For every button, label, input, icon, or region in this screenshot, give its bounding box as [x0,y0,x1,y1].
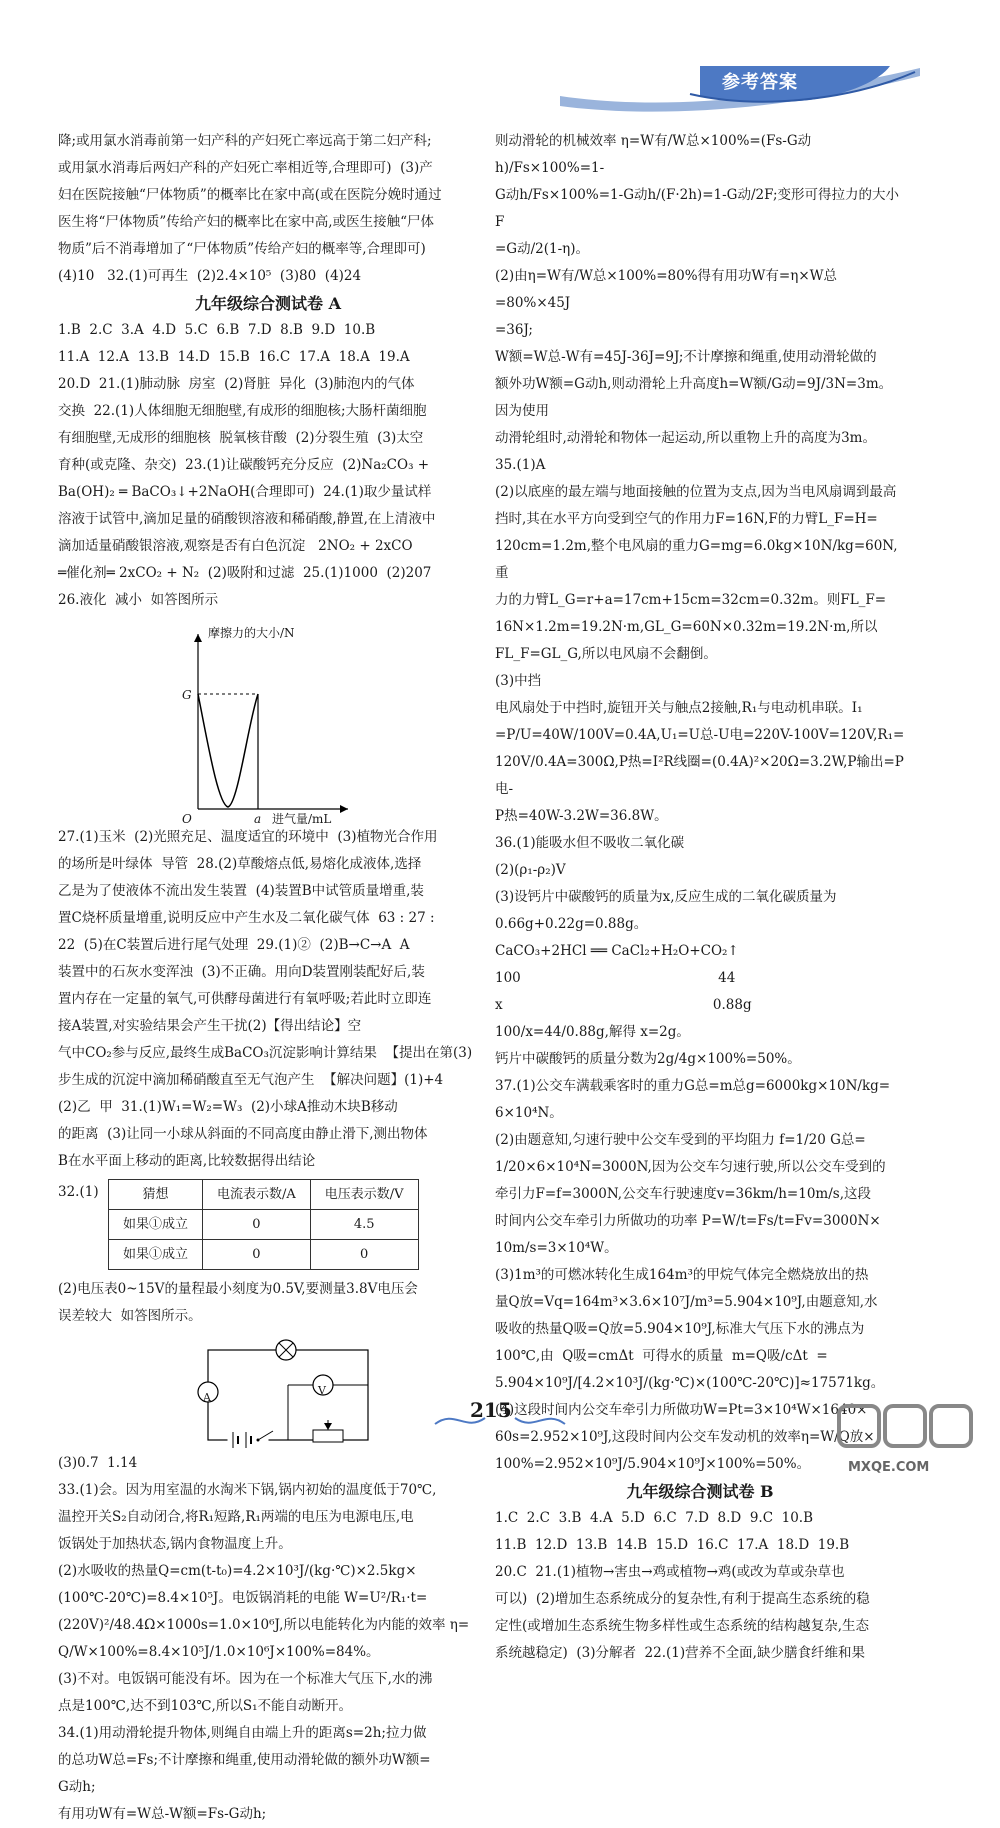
q32-block [58,1179,478,1270]
text-line: 点是100℃,达不到103℃,所以S₁不能自动断开。 [58,1698,352,1714]
voltmeter-label: V [318,1384,326,1397]
table-row [109,1240,419,1270]
text-line: (220V)²/48.4Ω×1000s=1.0×10⁶J,所以电能转化为内能的效率 η= [58,1617,470,1633]
text-line: 乙是为了使液体不流出发生装置 (4)装置B中试管质量增重,装 [58,883,424,899]
text-line: 额外功W额=G动h,则动滑轮上升高度h=W额/G动=9J/3N=3m。因为使用 [495,376,893,419]
table-cell: 0 [203,1210,311,1240]
test-a-answers [58,317,478,614]
text-line: 动滑轮组时,动滑轮和物体一起运动,所以重物上升的高度为3m。 [495,430,876,446]
text-line: 时间内公交车牵引力所做功的功率 P=W/t=Fs/t=Fv=3000N× [495,1213,881,1229]
text-line: (4)10 32.(1)可再生 (2)2.4×10⁵ (3)80 (4)24 [58,268,362,284]
text-line: 误差较大 如答图所示。 [58,1308,202,1324]
text-line: (2)电压表0~15V的量程最小刻度为0.5V,要测量3.8V电压会 [58,1281,418,1297]
text-line: 滴加适量硝酸银溶液,观察是否有白色沉淀 2NO₂ + 2xCO [58,538,413,554]
text-line: 60s=2.952×10⁹J,这段时间内公交车发动机的效率η=W/Q放× [495,1429,875,1445]
test-b-heading: 九年级综合测试卷 B [626,1482,774,1501]
text-line: Q/W×100%=8.4×10⁵J/1.0×10⁶J×100%=84%。 [58,1644,380,1660]
text-line: 22 (5)在C装置后进行尾气处理 29.(1)② (2)B→C→A A [58,937,410,953]
text-line: 系统越稳定) (3)分解者 22.(1)营养不全面,缺少膳食纤维和果 [495,1645,865,1661]
text-line: B在水平面上移动的距离,比较数据得出结论 [58,1153,316,1169]
text-line: 有细胞壁,无成形的细胞核 脱氧核苷酸 (2)分裂生殖 (3)太空 [58,430,424,446]
text-line: (100℃-20℃)=8.4×10⁵J。电饭锅消耗的电能 W=U²/R₁·t= [58,1590,428,1606]
table-cell: 如果①成立 [109,1210,203,1240]
table-header: 电压表示数/V [310,1180,418,1210]
text-line: 交换 22.(1)人体细胞无细胞壁,有成形的细胞核;大肠杆菌细胞 [58,403,427,419]
text-line: 置C烧杯质量增重,说明反应中产生水及二氧化碳气体 63 : 27 : [58,910,435,926]
text-line: (2)由η=W有/W总×100%=80%得有用功W有=η×W总=80%×45J [495,268,838,311]
text-line: 步生成的沉淀中滴加稀硝酸直至无气泡产生 【解决问题】(1)+4 [58,1072,444,1088]
table-row [109,1210,419,1240]
table-header: 猜想 [109,1180,203,1210]
text-line: (2)乙 甲 31.(1)W₁=W₂=W₃ (2)小球A推动木块B移动 [58,1099,398,1115]
text-line: 26.液化 减小 如答图所示 [58,592,219,608]
text-line: 气中CO₂参与反应,最终生成BaCO₃沉淀影响计算结果 【提出在第(3) [58,1045,473,1061]
text-line: 置内存在一定量的氧气,可供酵母菌进行有氧呼吸;若此时立即连 [58,991,432,1007]
text-line: 溶液于试管中,滴加足量的硝酸钡溶液和稀硝酸,静置,在上清液中 [58,511,436,527]
text-line: 33.(1)会。因为用室温的水淘米下锅,锅内初始的温度低于70℃, [58,1482,437,1498]
text-line: 电风扇处于中挡时,旋钮开关与触点2接触,R₁与电动机串联。I₁ [495,700,863,716]
q33-q34-answers [58,1450,478,1828]
text-line: 5.904×10⁹J/[4.2×10³J/(kg·℃)×(100℃-20℃)]≈17571kg。 [495,1375,885,1391]
intro-answers [58,128,478,290]
text-line: 钙片中碳酸钙的质量分数为2g/4g×100%=50%。 [495,1051,801,1067]
text-line: 0.66g+0.22g=0.88g。 [495,916,648,932]
text-line: 100℃,由 Q吸=cmΔt 可得水的质量 m=Q吸/cΔt = [495,1348,828,1364]
text-line: 可以) (2)增加生态系统成分的复杂性,有利于提高生态系统的稳 [495,1591,870,1607]
text-line: 6×10⁴N。 [495,1105,563,1121]
text-line: 吸收的热量Q吸=Q放=5.904×10⁹J,标准大气压下水的沸点为 [495,1321,865,1337]
text-line: =36J; [495,322,533,338]
text-line: 牵引力F=f=3000N,公交车行驶速度v=36km/h=10m/s,这段 [495,1186,871,1202]
friction-graph [58,614,478,824]
text-line: 温控开关S₂自动闭合,将R₁短路,R₁两端的电压为电源电压,电 [58,1509,414,1525]
text-line: G动h; [58,1779,96,1795]
page-number: 215 [470,1398,512,1422]
table-cell: 0 [310,1240,418,1270]
graph-ylabel: 摩擦力的大小/N [208,626,295,640]
left-column [58,128,478,1828]
text-line: 20.C 21.(1)植物→害虫→鸡或植物→鸡(或改为草或杂草也 [495,1564,845,1580]
text-line: 100%=2.952×10⁹J/5.904×10⁹J×100%=50%。 [495,1456,811,1472]
text-line: FL_F=GL_G,所以电风扇不会翻倒。 [495,646,717,662]
text-line: 1.C 2.C 3.B 4.A 5.D 6.C 7.D 8.D 9.C 10.B [495,1510,814,1526]
graph-g-label: G [182,688,192,702]
hypothesis-table [108,1179,419,1270]
test-b-answers [495,1505,905,1667]
table-cell: 0 [203,1240,311,1270]
text-line: W额=W总-W有=45J-36J=9J;不计摩擦和绳重,使用动滑轮做的 [495,349,877,365]
text-line: 35.(1)A [495,457,546,473]
text-line: 34.(1)用动滑轮提升物体,则绳自由端上升的距离s=2h;拉力做 [58,1725,427,1741]
text-line: 的距离 (3)让同一小球从斜面的不同高度由静止滑下,测出物体 [58,1126,428,1142]
table-header-row [109,1180,419,1210]
table-cell: 4.5 [310,1210,418,1240]
text-line: 120V/0.4A=300Ω,P热=I²R线圈=(0.4A)²×20Ω=3.2W,P输出=P电- [495,754,904,797]
text-line: 11.B 12.D 13.B 14.B 15.D 16.C 17.A 18.D 19.B [495,1537,850,1553]
text-line: (2)(ρ₁-ρ₂)V [495,862,566,878]
q32-answers [58,1276,478,1330]
text-line: 挡时,其在水平方向受到空气的作用力F=16N,F的力臂L_F=H= [495,511,878,527]
test-a-answers-continued [58,824,478,1175]
table-cell: 如果①成立 [109,1240,203,1270]
text-line: 10m/s=3×10⁴W。 [495,1240,618,1256]
watermark-text: MXQE.COM [848,1460,930,1475]
text-line: 降;或用氯水消毒前第一妇产科的产妇死亡率远高于第二妇产科; [58,133,432,149]
text-line: (4)这段时间内公交车牵引力所做功W=Pt=3×10⁴W×1640× [495,1402,868,1418]
text-line: (3)0.7 1.14 [58,1455,138,1471]
text-line: (2)由题意知,匀速行驶中公交车受到的平均阻力 f=1/20 G总= [495,1132,866,1148]
text-line: 1/20×6×10⁴N=3000N,因为公交车匀速行驶,所以公交车受到的 [495,1159,886,1175]
text-line: 有用功W有=W总-W额=Fs-G动h; [58,1806,267,1822]
text-line: 36.(1)能吸水但不吸收二氧化碳 [495,835,685,851]
text-line: 20.D 21.(1)肺动脉 房室 (2)肾脏 异化 (3)肺泡内的气体 [58,376,415,392]
text-line: 饭锅处于加热状态,锅内食物温度上升。 [58,1536,292,1552]
text-line: G动h/Fs×100%=1-G动h/(F·2h)=1-G动/2F;变形可得拉力的大小 F [495,187,904,230]
text-line: 37.(1)公交车满载乘客时的重力G总=m总g=6000kg×10N/kg= [495,1078,891,1094]
text-line: =P/U=40W/100V=0.4A,U₁=U总-U电=220V-100V=120V,R₁= [495,727,905,743]
text-line: CaCO₃+2HCl ══ CaCl₂+H₂O+CO₂↑ [495,943,739,959]
graph-xlabel: 进气量/mL [272,812,332,826]
text-line: 11.A 12.A 13.B 14.D 15.B 16.C 17.A 18.A 19.A [58,349,410,365]
text-line: 育种(或克隆、杂交) 23.(1)让碳酸钙充分反应 (2)Na₂CO₃ + [58,457,430,473]
text-line: 物质”后不消毒增加了“尸体物质”传给产妇的概率等,合理即可) [58,241,426,257]
text-line: 100/x=44/0.88g,解得 x=2g。 [495,1024,690,1040]
text-line: 接A装置,对实验结果会产生干扰(2)【得出结论】空 [58,1018,362,1034]
text-line: 16N×1.2m=19.2N·m,GL_G=60N×0.32m=19.2N·m,所以 [495,619,878,635]
graph-a-label: a [254,812,262,826]
page-header-title: 参考答案 [722,72,798,93]
test-a-heading: 九年级综合测试卷 A [195,294,341,313]
text-line: 医生将“尸体物质”传给产妇的概率比在家中高,或医生接触“尸体 [58,214,434,230]
text-line: 则动滑轮的机械效率 η=W有/W总×100%=(Fs-G动h)/Fs×100%=1- [495,133,812,176]
table-header: 电流表示数/A [203,1180,311,1210]
graph-o-label: O [182,812,192,826]
text-line: 的场所是叶绿体 导管 28.(2)草酸熔点低,易熔化成液体,选择 [58,856,422,872]
text-line: =G动/2(1-η)。 [495,241,590,257]
text-line: P热=40W-3.2W=36.8W。 [495,808,668,824]
text-line: (3)1m³的可燃冰转化生成164m³的甲烷气体完全燃烧放出的热 [495,1267,869,1283]
text-line: 装置中的石灰水变浑浊 (3)不正确。用向D装置刚装配好后,装 [58,964,425,980]
q34-q37-answers [495,128,905,1478]
text-line: 力的力臂L_G=r+a=17cm+15cm=32cm=0.32m。则FL_F= [495,592,887,608]
text-line: 定性(或增加生态系统生物多样性或生态系统的结构越复杂,生态 [495,1618,870,1634]
text-line: 27.(1)玉米 (2)光照充足、温度适宜的环境中 (3)植物光合作用 [58,829,438,845]
text-line: 妇在医院接触“尸体物质”的概率比在家中高(或在医院分娩时通过 [58,187,442,203]
text-line: 1.B 2.C 3.A 4.D 5.C 6.B 7.D 8.B 9.D 10.B [58,322,376,338]
text-line: (3)不对。电饭锅可能没有坏。因为在一个标准大气压下,水的沸 [58,1671,433,1687]
text-line: x 0.88g [495,997,752,1013]
text-line: 的总功W总=Fs;不计摩擦和绳重,使用动滑轮做的额外功W额= [58,1752,431,1768]
ammeter-label: A [203,1391,211,1404]
text-line: (2)水吸收的热量Q=cm(t-t₀)=4.2×10³J/(kg·℃)×2.5kg× [58,1563,417,1579]
text-line: 100 44 [495,970,736,986]
text-line: (2)以底座的最左端与地面接触的位置为支点,因为当电风扇调到最高 [495,484,897,500]
q32-label: 32.(1) [58,1184,99,1200]
text-line: 量Q放=Vq=164m³×3.6×10⁷J/m³=5.904×10⁹J,由题意知,水 [495,1294,878,1310]
text-line: ═催化剂═ 2xCO₂ + N₂ (2)吸附和过滤 25.(1)1000 (2)207 [58,565,432,581]
circuit-diagram [58,1330,478,1450]
text-line: 120cm=1.2m,整个电风扇的重力G=mg=6.0kg×10N/kg=60N,重 [495,538,898,581]
text-line: Ba(OH)₂ ═ BaCO₃↓+2NaOH(合理即可) 24.(1)取少量试样 [58,484,432,500]
text-line: (3)设钙片中碳酸钙的质量为x,反应生成的二氧化碳质量为 [495,889,837,905]
text-line: 或用氯水消毒后两妇产科的产妇死亡率相近等,合理即可) (3)产 [58,160,433,176]
text-line: (3)中挡 [495,673,542,689]
